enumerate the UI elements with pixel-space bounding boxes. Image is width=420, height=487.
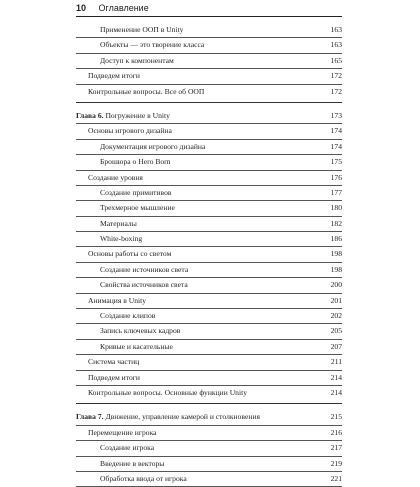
toc-entry-title: Перемещение игрока bbox=[88, 427, 157, 437]
toc-entry-title: Подведем итоги bbox=[88, 372, 140, 382]
toc-entry-label bbox=[100, 309, 155, 322]
toc-entry-label bbox=[100, 186, 171, 199]
toc-page-number: 201 bbox=[330, 295, 342, 305]
chapter-divider bbox=[76, 102, 342, 103]
toc-page-number: 211 bbox=[330, 357, 342, 367]
toc-entry bbox=[76, 186, 342, 201]
toc-page-number: 198 bbox=[330, 249, 342, 259]
toc-entry bbox=[76, 386, 342, 400]
toc-page-number: 214 bbox=[330, 372, 342, 382]
toc-entry bbox=[76, 324, 342, 339]
toc-page-number: 180 bbox=[330, 203, 342, 213]
toc-entry bbox=[76, 38, 342, 53]
toc-page-number: 216 bbox=[330, 427, 342, 437]
toc-page-number: 165 bbox=[330, 55, 342, 65]
toc-chapter-entry bbox=[76, 410, 342, 425]
toc-entry-title: Создание клипов bbox=[100, 311, 156, 321]
toc-entry bbox=[76, 426, 342, 441]
toc-page-number: 163 bbox=[330, 25, 342, 34]
toc-entry-label bbox=[88, 85, 204, 98]
toc-entry-title: Кривые и касательные bbox=[100, 341, 173, 351]
toc-page-number: 217 bbox=[330, 443, 342, 453]
toc-page-number: 186 bbox=[330, 234, 342, 244]
toc-page-number: 219 bbox=[330, 458, 342, 468]
toc-page-number: 174 bbox=[330, 141, 342, 151]
toc-entry-label bbox=[100, 23, 183, 36]
toc-entry-title: Основы игрового дизайна bbox=[88, 126, 172, 136]
toc-page-number: 202 bbox=[330, 311, 342, 321]
toc-entry-label bbox=[100, 340, 173, 353]
toc-entry-title: Материалы bbox=[100, 218, 137, 228]
toc-entry bbox=[76, 232, 342, 247]
toc-entry bbox=[76, 69, 342, 84]
toc-entry-title: Погружение в Unity bbox=[105, 110, 170, 120]
toc-page-number: 207 bbox=[330, 341, 342, 351]
toc-page-number: 172 bbox=[330, 86, 342, 96]
toc-entry bbox=[76, 155, 342, 170]
toc-entry bbox=[76, 294, 342, 309]
toc-page-number: 176 bbox=[330, 172, 342, 182]
toc-page-number: 182 bbox=[330, 218, 342, 228]
toc-page-number: 214 bbox=[330, 387, 342, 397]
toc-entry-title: Движение, управление камерой и столкновения bbox=[105, 412, 260, 422]
table-of-contents bbox=[76, 23, 342, 487]
toc-entry-label bbox=[100, 263, 188, 276]
toc-entry-title: Создание примитивов bbox=[100, 187, 172, 197]
toc-entry bbox=[76, 371, 342, 386]
toc-page-number: 163 bbox=[330, 40, 342, 50]
toc-entry bbox=[76, 124, 342, 139]
toc-entry bbox=[76, 441, 342, 456]
toc-page-number: 174 bbox=[330, 126, 342, 136]
toc-entry bbox=[76, 247, 342, 262]
chapter-number: Глава 7. bbox=[76, 412, 104, 422]
toc-entry-title: Свойства источников света bbox=[100, 280, 188, 290]
toc-entry bbox=[76, 355, 342, 370]
toc-entry-label bbox=[88, 386, 247, 399]
toc-entry-label bbox=[100, 38, 204, 51]
toc-entry-title: Трехмерное мышление bbox=[100, 203, 175, 213]
toc-page-number: 200 bbox=[330, 280, 342, 290]
chapter-number: Глава 6. bbox=[76, 110, 104, 120]
toc-entry-label bbox=[88, 426, 157, 439]
toc-entry-title: Объекты — это творение класса bbox=[100, 40, 205, 50]
toc-entry bbox=[76, 340, 342, 355]
running-title: Оглавление bbox=[98, 3, 149, 13]
toc-entry-label bbox=[88, 69, 140, 82]
toc-entry-label bbox=[100, 457, 164, 470]
toc-entry bbox=[76, 472, 342, 487]
toc-entry-label bbox=[76, 410, 260, 423]
toc-entry-label bbox=[100, 217, 137, 230]
toc-entry bbox=[76, 85, 342, 99]
toc-entry-title: Система частиц bbox=[88, 357, 140, 367]
toc-entry-title: Подведем итоги bbox=[88, 71, 140, 81]
toc-entry-label bbox=[88, 355, 139, 368]
toc-entry bbox=[76, 457, 342, 472]
toc-page-number: 221 bbox=[330, 473, 342, 483]
toc-entry-label bbox=[100, 232, 142, 245]
toc-entry-title: Обработка ввода от игрока bbox=[100, 473, 187, 483]
toc-page-number: 175 bbox=[330, 157, 342, 167]
toc-entry-title: Документация игрового дизайна bbox=[100, 141, 206, 151]
toc-entry-label bbox=[88, 171, 143, 184]
toc-entry bbox=[76, 278, 342, 293]
toc-entry-title: Запись ключевых кадров bbox=[100, 326, 181, 336]
toc-entry bbox=[76, 263, 342, 278]
toc-page-number: 215 bbox=[330, 412, 342, 422]
toc-entry bbox=[76, 309, 342, 324]
toc-entry-label bbox=[88, 247, 171, 260]
toc-page-number: 205 bbox=[330, 326, 342, 336]
toc-entry-title: Анимация в Unity bbox=[88, 295, 147, 305]
toc-entry-title: Создание уровня bbox=[88, 172, 143, 182]
toc-page-number: 173 bbox=[330, 110, 342, 120]
toc-page-number: 177 bbox=[330, 187, 342, 197]
toc-entry-title: Контрольные вопросы. Все об ООП bbox=[88, 86, 205, 96]
page-number: 10 bbox=[76, 3, 87, 13]
toc-entry-label bbox=[100, 54, 174, 67]
toc-entry-label bbox=[76, 109, 170, 122]
chapter-divider bbox=[76, 403, 342, 404]
toc-entry-title: Применение ООП в Unity bbox=[100, 25, 184, 34]
toc-entry bbox=[76, 201, 342, 216]
toc-entry bbox=[76, 217, 342, 232]
toc-entry-title: Брошюра о Hero Born bbox=[100, 157, 171, 167]
toc-entry bbox=[76, 54, 342, 69]
toc-entry-title: Создание источников света bbox=[100, 264, 189, 274]
page-header bbox=[76, 2, 342, 17]
toc-entry-label bbox=[100, 201, 175, 214]
toc-entry bbox=[76, 140, 342, 155]
toc-entry-title: White-boxing bbox=[100, 234, 143, 244]
toc-entry-title: Введение в векторы bbox=[100, 458, 165, 468]
toc-entry-label bbox=[88, 294, 146, 307]
toc-page-number: 172 bbox=[330, 71, 342, 81]
toc-entry-label bbox=[100, 472, 187, 485]
toc-entry-label bbox=[100, 140, 205, 153]
toc-entry-title: Доступ к компонентам bbox=[100, 55, 174, 65]
toc-chapter-entry bbox=[76, 109, 342, 124]
toc-entry-label bbox=[100, 324, 180, 337]
toc-entry-title: Создание игрока bbox=[100, 443, 155, 453]
toc-entry-label bbox=[100, 155, 171, 168]
toc-entry bbox=[76, 171, 342, 186]
toc-entry bbox=[76, 23, 342, 38]
toc-entry-label bbox=[100, 278, 188, 291]
toc-entry-title: Основы работы со светом bbox=[88, 249, 172, 259]
toc-entry-label bbox=[100, 441, 154, 454]
toc-entry-title: Контрольные вопросы. Основные функции Unity bbox=[88, 387, 247, 397]
toc-entry-label bbox=[88, 124, 172, 137]
toc-page-number: 198 bbox=[330, 264, 342, 274]
toc-entry-label bbox=[88, 371, 140, 384]
